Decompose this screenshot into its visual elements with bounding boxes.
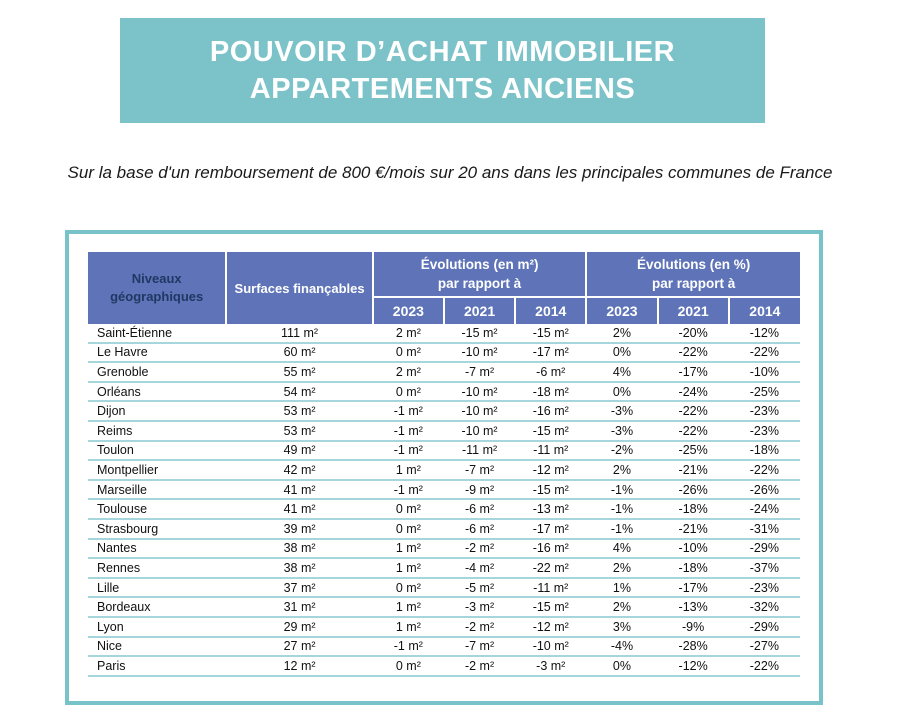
- city-cell: Paris: [88, 656, 226, 676]
- evolution-m2-2021-cell: -3 m²: [444, 597, 515, 617]
- evolution-pct-2023-cell: 0%: [586, 656, 657, 676]
- evolution-m2-2014-cell: -16 m²: [515, 539, 586, 559]
- evolution-pct-2014-cell: -23%: [729, 401, 800, 421]
- header-niveaux-geographiques-label: Niveaux géographiques: [110, 271, 204, 304]
- evolution-m2-2023-cell: 1 m²: [373, 460, 444, 480]
- evolution-pct-2014-cell: -32%: [729, 597, 800, 617]
- header-year-pct-2021: 2021: [658, 297, 729, 324]
- table-row: [88, 519, 800, 539]
- evolution-m2-2014-cell: -18 m²: [515, 382, 586, 402]
- evolution-m2-2023-cell: -1 m²: [373, 421, 444, 441]
- city-cell: Reims: [88, 421, 226, 441]
- table-row: [88, 324, 800, 343]
- evolution-pct-2014-cell: -18%: [729, 441, 800, 461]
- evolution-pct-2014-cell: -22%: [729, 343, 800, 363]
- evolution-m2-2014-cell: -15 m²: [515, 480, 586, 500]
- evolution-m2-2023-cell: 1 m²: [373, 558, 444, 578]
- surface-cell: 60 m²: [226, 343, 372, 363]
- table-row: [88, 421, 800, 441]
- surface-cell: 37 m²: [226, 578, 372, 598]
- surface-cell: 38 m²: [226, 558, 372, 578]
- city-cell: Bordeaux: [88, 597, 226, 617]
- evolution-pct-2023-cell: 2%: [586, 324, 657, 343]
- evolution-m2-2014-cell: -15 m²: [515, 421, 586, 441]
- evolution-pct-2014-cell: -23%: [729, 421, 800, 441]
- evolution-pct-2021-cell: -10%: [658, 539, 729, 559]
- table-body: [88, 324, 800, 676]
- city-cell: Strasbourg: [88, 519, 226, 539]
- surface-cell: 53 m²: [226, 401, 372, 421]
- evolution-m2-2023-cell: 2 m²: [373, 362, 444, 382]
- surface-cell: 55 m²: [226, 362, 372, 382]
- evolution-m2-2021-cell: -10 m²: [444, 382, 515, 402]
- surface-cell: 27 m²: [226, 637, 372, 657]
- evolution-m2-2023-cell: 0 m²: [373, 499, 444, 519]
- evolution-pct-2021-cell: -22%: [658, 343, 729, 363]
- table-row: [88, 343, 800, 363]
- purchasing-power-table: [88, 252, 800, 677]
- header-group-evolutions-m2: [373, 252, 587, 297]
- evolution-m2-2023-cell: -1 m²: [373, 441, 444, 461]
- table-row: [88, 617, 800, 637]
- surface-cell: 111 m²: [226, 324, 372, 343]
- evolution-m2-2023-cell: 1 m²: [373, 597, 444, 617]
- evolution-pct-2014-cell: -22%: [729, 460, 800, 480]
- header-niveaux-geographiques: [88, 252, 226, 324]
- evolution-pct-2023-cell: -1%: [586, 519, 657, 539]
- evolution-m2-2014-cell: -15 m²: [515, 324, 586, 343]
- table-row: [88, 441, 800, 461]
- evolution-pct-2023-cell: 2%: [586, 460, 657, 480]
- evolution-pct-2023-cell: -1%: [586, 499, 657, 519]
- surface-cell: 12 m²: [226, 656, 372, 676]
- city-cell: Saint-Étienne: [88, 324, 226, 343]
- evolution-pct-2023-cell: 2%: [586, 597, 657, 617]
- evolution-m2-2021-cell: -2 m²: [444, 656, 515, 676]
- evolution-pct-2021-cell: -25%: [658, 441, 729, 461]
- evolution-m2-2023-cell: 1 m²: [373, 539, 444, 559]
- surface-cell: 41 m²: [226, 499, 372, 519]
- table-row: [88, 362, 800, 382]
- table-row: [88, 539, 800, 559]
- evolution-m2-2023-cell: 0 m²: [373, 656, 444, 676]
- evolution-m2-2014-cell: -12 m²: [515, 617, 586, 637]
- table-row: [88, 401, 800, 421]
- evolution-pct-2021-cell: -24%: [658, 382, 729, 402]
- surface-cell: 29 m²: [226, 617, 372, 637]
- surface-cell: 31 m²: [226, 597, 372, 617]
- table-row: [88, 460, 800, 480]
- evolution-m2-2014-cell: -10 m²: [515, 637, 586, 657]
- evolution-m2-2014-cell: -15 m²: [515, 597, 586, 617]
- surface-cell: 42 m²: [226, 460, 372, 480]
- table-frame: [65, 230, 823, 705]
- city-cell: Nantes: [88, 539, 226, 559]
- city-cell: Toulon: [88, 441, 226, 461]
- header-evolutions-m2-line1: Évolutions (en m²): [420, 257, 539, 272]
- evolution-pct-2023-cell: -4%: [586, 637, 657, 657]
- evolution-pct-2014-cell: -24%: [729, 499, 800, 519]
- evolution-pct-2021-cell: -22%: [658, 401, 729, 421]
- table-row: [88, 597, 800, 617]
- evolution-pct-2014-cell: -26%: [729, 480, 800, 500]
- city-cell: Montpellier: [88, 460, 226, 480]
- evolution-pct-2023-cell: 4%: [586, 362, 657, 382]
- evolution-pct-2021-cell: -28%: [658, 637, 729, 657]
- subtitle: Sur la base d'un remboursement de 800 €/mois sur 20 ans dans les principales communes de France: [67, 163, 833, 182]
- city-cell: Orléans: [88, 382, 226, 402]
- evolution-pct-2014-cell: -25%: [729, 382, 800, 402]
- evolution-m2-2014-cell: -22 m²: [515, 558, 586, 578]
- evolution-pct-2021-cell: -18%: [658, 499, 729, 519]
- city-cell: Le Havre: [88, 343, 226, 363]
- evolution-m2-2023-cell: 2 m²: [373, 324, 444, 343]
- table-row: [88, 558, 800, 578]
- evolution-m2-2021-cell: -4 m²: [444, 558, 515, 578]
- table-header: [88, 252, 800, 324]
- evolution-m2-2014-cell: -17 m²: [515, 343, 586, 363]
- evolution-m2-2021-cell: -10 m²: [444, 421, 515, 441]
- evolution-m2-2014-cell: -16 m²: [515, 401, 586, 421]
- evolution-m2-2021-cell: -11 m²: [444, 441, 515, 461]
- evolution-pct-2023-cell: 0%: [586, 343, 657, 363]
- table-row: [88, 578, 800, 598]
- city-cell: Marseille: [88, 480, 226, 500]
- evolution-m2-2014-cell: -11 m²: [515, 578, 586, 598]
- evolution-pct-2021-cell: -20%: [658, 324, 729, 343]
- evolution-pct-2021-cell: -17%: [658, 362, 729, 382]
- evolution-pct-2023-cell: -2%: [586, 441, 657, 461]
- evolution-pct-2014-cell: -12%: [729, 324, 800, 343]
- evolution-m2-2014-cell: -3 m²: [515, 656, 586, 676]
- evolution-pct-2014-cell: -27%: [729, 637, 800, 657]
- surface-cell: 54 m²: [226, 382, 372, 402]
- surface-cell: 38 m²: [226, 539, 372, 559]
- evolution-m2-2023-cell: 1 m²: [373, 617, 444, 637]
- city-cell: Dijon: [88, 401, 226, 421]
- evolution-pct-2014-cell: -29%: [729, 539, 800, 559]
- header-evolutions-m2-line2: par rapport à: [437, 276, 522, 291]
- header-evolutions-pct-line2: par rapport à: [652, 276, 736, 291]
- surface-cell: 49 m²: [226, 441, 372, 461]
- header-year-m2-2021: 2021: [444, 297, 515, 324]
- evolution-pct-2023-cell: -3%: [586, 401, 657, 421]
- evolution-m2-2021-cell: -9 m²: [444, 480, 515, 500]
- city-cell: Grenoble: [88, 362, 226, 382]
- evolution-pct-2014-cell: -31%: [729, 519, 800, 539]
- evolution-pct-2021-cell: -12%: [658, 656, 729, 676]
- header-surfaces-financables-label: Surfaces finançables: [234, 280, 365, 296]
- evolution-m2-2014-cell: -17 m²: [515, 519, 586, 539]
- evolution-m2-2021-cell: -6 m²: [444, 499, 515, 519]
- evolution-m2-2023-cell: 0 m²: [373, 578, 444, 598]
- evolution-m2-2014-cell: -12 m²: [515, 460, 586, 480]
- evolution-pct-2021-cell: -9%: [658, 617, 729, 637]
- evolution-pct-2014-cell: -22%: [729, 656, 800, 676]
- evolution-pct-2023-cell: 3%: [586, 617, 657, 637]
- evolution-m2-2021-cell: -5 m²: [444, 578, 515, 598]
- evolution-m2-2021-cell: -15 m²: [444, 324, 515, 343]
- evolution-m2-2021-cell: -10 m²: [444, 343, 515, 363]
- evolution-m2-2021-cell: -10 m²: [444, 401, 515, 421]
- evolution-pct-2021-cell: -21%: [658, 460, 729, 480]
- title-line-1: POUVOIR D’ACHAT IMMOBILIER: [209, 35, 676, 68]
- table-row: [88, 656, 800, 676]
- evolution-m2-2023-cell: -1 m²: [373, 401, 444, 421]
- city-cell: Rennes: [88, 558, 226, 578]
- evolution-pct-2021-cell: -17%: [658, 578, 729, 598]
- evolution-pct-2023-cell: -1%: [586, 480, 657, 500]
- evolution-pct-2023-cell: -3%: [586, 421, 657, 441]
- city-cell: Lille: [88, 578, 226, 598]
- table-row: [88, 637, 800, 657]
- evolution-pct-2014-cell: -29%: [729, 617, 800, 637]
- evolution-m2-2021-cell: -6 m²: [444, 519, 515, 539]
- header-surfaces-financables: [226, 252, 372, 324]
- city-cell: Nice: [88, 637, 226, 657]
- surface-cell: 53 m²: [226, 421, 372, 441]
- evolution-pct-2014-cell: -10%: [729, 362, 800, 382]
- evolution-m2-2021-cell: -2 m²: [444, 617, 515, 637]
- evolution-pct-2021-cell: -13%: [658, 597, 729, 617]
- evolution-m2-2014-cell: -6 m²: [515, 362, 586, 382]
- evolution-m2-2021-cell: -7 m²: [444, 460, 515, 480]
- evolution-pct-2023-cell: 0%: [586, 382, 657, 402]
- table-row: [88, 480, 800, 500]
- evolution-m2-2014-cell: -11 m²: [515, 441, 586, 461]
- evolution-pct-2021-cell: -26%: [658, 480, 729, 500]
- evolution-pct-2023-cell: 2%: [586, 558, 657, 578]
- evolution-m2-2021-cell: -7 m²: [444, 362, 515, 382]
- surface-cell: 39 m²: [226, 519, 372, 539]
- evolution-pct-2021-cell: -22%: [658, 421, 729, 441]
- city-cell: Lyon: [88, 617, 226, 637]
- title-line-2: APPARTEMENTS ANCIENS: [249, 72, 636, 105]
- evolution-pct-2014-cell: -37%: [729, 558, 800, 578]
- evolution-pct-2023-cell: 4%: [586, 539, 657, 559]
- table-row: [88, 382, 800, 402]
- evolution-m2-2023-cell: 0 m²: [373, 519, 444, 539]
- table-row: [88, 499, 800, 519]
- title-banner: [120, 18, 765, 123]
- header-year-m2-2023: 2023: [373, 297, 444, 324]
- evolution-m2-2023-cell: 0 m²: [373, 382, 444, 402]
- header-year-pct-2014: 2014: [729, 297, 800, 324]
- evolution-pct-2023-cell: 1%: [586, 578, 657, 598]
- evolution-m2-2021-cell: -2 m²: [444, 539, 515, 559]
- evolution-pct-2021-cell: -21%: [658, 519, 729, 539]
- evolution-pct-2021-cell: -18%: [658, 558, 729, 578]
- header-evolutions-pct-line1: Évolutions (en %): [637, 257, 751, 272]
- evolution-m2-2023-cell: 0 m²: [373, 343, 444, 363]
- header-year-pct-2023: 2023: [586, 297, 657, 324]
- evolution-m2-2021-cell: -7 m²: [444, 637, 515, 657]
- evolution-pct-2014-cell: -23%: [729, 578, 800, 598]
- city-cell: Toulouse: [88, 499, 226, 519]
- header-group-evolutions-pct: [586, 252, 800, 297]
- header-year-m2-2014: 2014: [515, 297, 586, 324]
- evolution-m2-2023-cell: -1 m²: [373, 637, 444, 657]
- surface-cell: 41 m²: [226, 480, 372, 500]
- evolution-m2-2023-cell: -1 m²: [373, 480, 444, 500]
- evolution-m2-2014-cell: -13 m²: [515, 499, 586, 519]
